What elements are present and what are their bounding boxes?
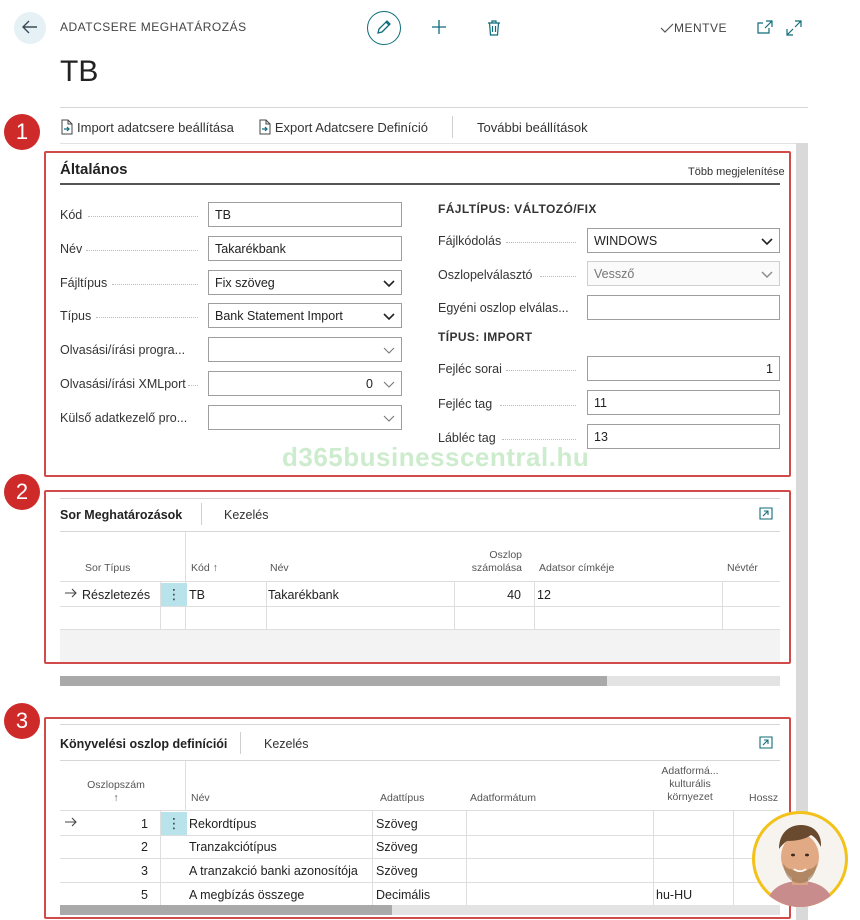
chevron-down-icon [383,310,395,322]
col-column-no[interactable]: Oszlopszám ↑ [87,779,145,804]
callout-1: 1 [4,114,40,150]
row-actions-button[interactable]: ⋮ [161,812,187,835]
presenter-avatar [752,811,848,907]
grid-line [454,582,455,630]
grid-line [653,811,654,906]
watermark: d365businesscentral.hu [282,442,590,472]
show-more-link[interactable]: Több megjelenítése [688,166,785,178]
arrow-left-icon [22,18,38,39]
cell-name[interactable]: A megbízás összege [189,888,305,902]
cell-data-type[interactable]: Szöveg [376,840,418,854]
label-leader [188,385,198,386]
new-button[interactable] [428,16,450,40]
document-import-icon [60,119,74,135]
divider [60,143,808,144]
grid-line [60,835,780,836]
read-write-xmlport-lookup[interactable]: 0 [208,371,402,396]
callout-3: 3 [4,703,40,739]
header-tag-label: Fejléc tag [438,397,493,411]
file-encoding-select[interactable]: WINDOWS [587,228,780,253]
grid-line [266,582,267,630]
expand-icon[interactable] [786,20,802,39]
grid-line [60,810,780,811]
grid-line [733,811,734,906]
grid-line [60,882,780,883]
col-line-type[interactable]: Sor Típus [85,562,131,574]
chevron-down-icon [761,235,773,247]
part-top-border [60,724,780,725]
cell-name[interactable]: Takarékbank [268,588,339,602]
export-definition-action[interactable]: Export Adatcsere Definíció [258,119,428,135]
divider [60,107,808,108]
part-top-border [60,498,780,499]
custom-separator-label: Egyéni oszlop elválas... [438,301,569,315]
import-setup-action[interactable]: Import adatcsere beállítása [60,119,234,135]
cell-culture[interactable]: hu-HU [656,888,693,902]
action-separator [452,116,453,138]
grid-line [160,582,161,630]
edit-button[interactable] [367,11,401,45]
type-select[interactable]: Bank Statement Import [208,303,402,328]
row-actions-button[interactable]: ⋮ [161,583,187,606]
read-write-codeunit-label: Olvasási/írási progra... [60,343,186,357]
label-leader [112,284,198,285]
label-leader [506,242,576,243]
line-definitions-title[interactable]: Sor Meghatározások [60,508,183,522]
plus-icon [431,14,447,42]
read-write-xmlport-label: Olvasási/írási XMLport [60,377,186,391]
cell-data-line-tag[interactable]: 12 [537,588,551,602]
cell-column-no[interactable]: 3 [141,864,148,878]
footer-tag-field[interactable]: 13 [587,424,780,449]
col-column-count[interactable]: Oszlop számolása [471,549,522,574]
file-encoding-label: Fájlkódolás [438,234,502,248]
custom-separator-field[interactable] [587,295,780,320]
col-data-format[interactable]: Adatformátum [470,792,536,804]
grid-line [60,858,780,859]
type-caption: TÍPUS: IMPORT [438,330,533,344]
file-type-caption: FÁJLTÍPUS: VÁLTOZÓ/FIX [438,202,597,216]
chevron-down-icon [383,378,395,390]
grid-line [185,761,186,811]
ext-data-handling-lookup[interactable] [208,405,402,430]
col-data-format-culture[interactable]: Adatformá... kulturális környezet [661,765,719,803]
page-title: TB [60,55,99,88]
cell-column-no[interactable]: 1 [141,817,148,831]
column-definitions-title[interactable]: Könyvelési oszlop definíciói [60,737,228,751]
delete-button[interactable] [484,18,504,40]
read-write-codeunit-lookup[interactable] [208,337,402,362]
popout-icon[interactable] [757,20,773,37]
cell-column-no[interactable]: 2 [141,840,148,854]
code-field[interactable]: TB [208,202,402,227]
grid-line [722,582,723,630]
fasttab-underline [60,183,780,185]
callout-2: 2 [4,474,40,510]
back-button[interactable] [14,12,46,44]
page-scrollbar[interactable] [796,143,808,920]
cell-name[interactable]: Rekordtípus [189,817,257,831]
part-separator [240,732,241,754]
header-tag-field[interactable]: 11 [587,390,780,415]
cell-code[interactable]: TB [189,588,205,602]
grid-line [60,606,780,607]
cell-name[interactable]: A tranzakció banki azonosítója [189,864,358,878]
scrollbar-thumb[interactable] [60,676,607,686]
check-icon [660,23,674,33]
chevron-down-icon [761,268,773,280]
chevron-down-icon [383,277,395,289]
pencil-icon [376,19,392,38]
code-label: Kód [60,208,83,222]
more-options-action[interactable]: További beállítások [477,119,588,135]
col-data-line-tag[interactable]: Adatsor címkéje [539,562,615,574]
name-label: Név [60,242,83,256]
cell-column-no[interactable]: 5 [141,888,148,902]
col-data-type[interactable]: Adattípus [380,792,425,804]
header-lines-label: Fejléc sorai [438,362,502,376]
scrollbar-thumb[interactable] [60,905,392,915]
grid-line [160,811,161,906]
grid-line [534,582,535,630]
file-type-select[interactable]: Fix szöveg [208,270,402,295]
col-code[interactable]: Kód ↑ [191,562,218,574]
label-leader [540,276,576,277]
grid-line [60,581,780,582]
document-export-icon [258,119,272,135]
sort-ascending-icon: ↑ [212,562,218,574]
expand-part-icon[interactable] [759,507,773,523]
label-leader [506,370,576,371]
type-label: Típus [60,309,92,323]
label-leader [500,405,576,406]
row-arrow-icon [64,587,78,601]
trash-icon [487,20,501,39]
cell-data-type[interactable]: Szöveg [376,817,418,831]
part-header-border [60,760,780,761]
line-definitions-manage[interactable]: Kezelés [224,508,269,522]
grid-line [466,811,467,906]
chevron-down-icon [383,412,395,424]
ext-data-handling-label: Külső adatkezelő pro... [60,411,188,425]
col-namespace[interactable]: Névtér [727,562,758,574]
header-lines-field[interactable]: 1 [587,356,780,381]
general-fasttab-title[interactable]: Általános [60,161,128,178]
cell-line-type[interactable]: Részletezés [82,588,151,602]
cell-name[interactable]: Tranzakciótípus [189,840,277,854]
breadcrumb: ADATCSERE MEGHATÁROZÁS [60,20,247,34]
action-bar [60,117,612,137]
label-leader [86,250,198,251]
label-leader [96,317,198,318]
empty-area [60,630,780,662]
cell-data-type[interactable]: Szöveg [376,864,418,878]
saved-status: MENTVE [660,21,727,35]
label-leader [88,216,198,217]
column-separator-label: Oszlopelválasztó [438,268,533,282]
footer-tag-label: Lábléc tag [438,431,496,445]
file-type-label: Fájltípus [60,276,108,290]
column-definitions-manage[interactable]: Kezelés [264,737,309,751]
col-name[interactable]: Név [270,562,289,574]
column-separator-select[interactable]: Vessző [587,261,780,286]
chevron-down-icon [383,344,395,356]
cell-column-count[interactable]: 40 [507,588,521,602]
col-name[interactable]: Név [191,792,210,804]
row-arrow-icon [64,816,78,830]
label-leader [502,439,576,440]
sort-ascending-icon: ↑ [113,792,119,804]
cell-data-type[interactable]: Decimális [376,888,431,902]
name-field[interactable]: Takarékbank [208,236,402,261]
part-separator [201,503,202,525]
grid-line [372,811,373,906]
expand-part-icon[interactable] [759,736,773,752]
part-header-border [60,531,780,532]
col-length[interactable]: Hossz [749,792,779,804]
